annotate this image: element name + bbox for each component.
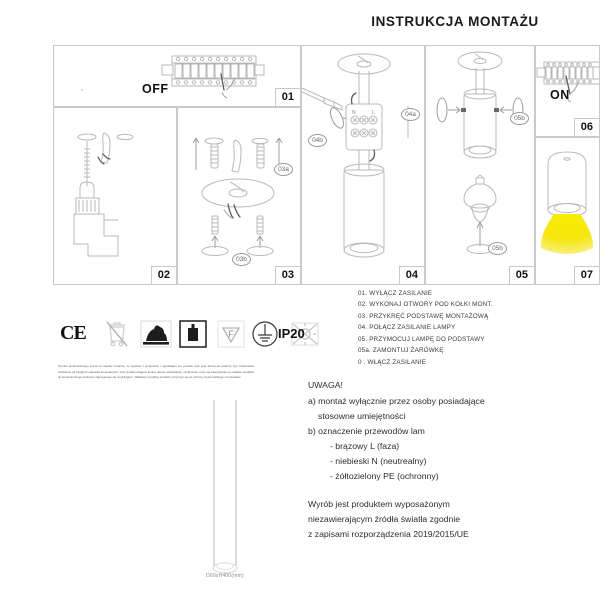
ce-mark-icon: CE xyxy=(60,322,86,344)
weee-disposal-text: Symbol przekreślonego kosza na odpady oznacza, że zgodnie z przepisami i regulacjami ten produkt oraz jego akcesoria powinny być użytkowane oddzielnie od zwykłych odpadów komunalnych. Gdy produkt osiągnie koniec okresu eksploatacji, użytkownik może się zdecydować na oddanie produktu do kompetentnego podmiotu zajmującego się recyklingiem. Właściwy recykling produktu przyczyni się do ochrony życia ludzkiego i środowiska. xyxy=(58,364,254,380)
step-item-06: 0 . WŁĄCZ ZASILANIE xyxy=(358,358,427,366)
panel-number-05: 05 xyxy=(509,266,534,284)
drill-drawing xyxy=(54,108,176,284)
attach-lamp-bulb-drawing xyxy=(426,46,534,284)
svg-text:L: L xyxy=(372,110,375,116)
wire-brown: - brązowy L (faza) xyxy=(330,440,400,451)
wire-yellow-green: - żółtozielony PE (ochronny) xyxy=(330,470,439,481)
wire-blue: - niebieski N (neutrealny) xyxy=(330,455,427,466)
protective-earth-icon xyxy=(250,319,280,349)
product-note-line-1: Wyrób jest produktem wyposażonym xyxy=(308,499,450,509)
certification-icon-strip xyxy=(60,316,300,356)
panel-04 xyxy=(301,45,425,285)
panel-01 xyxy=(53,45,301,107)
square-in-square-icon xyxy=(178,319,208,349)
warning-heading: UWAGA! xyxy=(308,380,343,390)
pendant-lamp-outline xyxy=(150,400,300,590)
panel-number-02: 02 xyxy=(151,266,176,284)
product-note-line-3: z zapisami rozporządzenia 2019/2015/UE xyxy=(308,528,469,539)
warning-line-b: b) oznaczenie przewodów lam xyxy=(308,425,425,436)
warning-line-a: a) montaż wyłącznie przez osoby posiadające xyxy=(308,395,485,406)
callout-04a: 04a xyxy=(401,108,420,121)
panel-02 xyxy=(53,107,177,285)
crossed-out-wheelie-bin-icon xyxy=(102,319,132,349)
breaker-panel-off-drawing xyxy=(54,46,300,106)
panel-06 xyxy=(535,45,600,137)
step-item-02: 02. WYKONAJ OTWORY POD KOŁKI MONT. xyxy=(358,301,493,309)
warning-block xyxy=(308,378,598,484)
step-item-01: 01. WYŁĄCZ ZASILANIE xyxy=(358,290,433,297)
panel-number-03: 03 xyxy=(275,266,300,284)
step-item-03: 03. PRZYKRĘĆ PODSTAWĘ MONTAŻOWĄ xyxy=(358,312,489,320)
step-item-04: 04. POŁĄCZ ZASILANIE LAMPY xyxy=(358,324,456,332)
callout-05b-bottom: 05b xyxy=(488,242,507,255)
lamp-lit-drawing xyxy=(536,138,599,284)
panel-number-06: 06 xyxy=(574,118,599,136)
panel-number-01: 01 xyxy=(275,88,300,106)
product-dimension-drawing xyxy=(150,400,300,590)
ip-rating-label: IP20 xyxy=(278,326,305,341)
warning-line-a-cont: stosowne umiejętności xyxy=(318,410,406,421)
step-item-05: 05. PRZYMOCUJ LAMPĘ DO PODSTAWY xyxy=(358,335,485,343)
panel-05 xyxy=(425,45,535,285)
product-note-line-2: niezawierającym źródła światła zgodnie xyxy=(308,513,461,524)
product-note-block xyxy=(308,497,598,542)
breaker-on-label: ON xyxy=(550,88,570,102)
panel-number-07: 07 xyxy=(574,266,599,284)
product-dimension-label: D60xH400(mm) xyxy=(206,573,244,579)
terminal-wiring-drawing xyxy=(302,46,424,284)
callout-04b: 04b xyxy=(308,134,327,147)
panel-03 xyxy=(177,107,301,285)
f-triangle-icon xyxy=(216,319,246,349)
callout-03a: 03a xyxy=(274,163,293,176)
instruction-steps-list xyxy=(358,288,596,368)
mounting-surface-icon xyxy=(140,319,170,349)
svg-text:F: F xyxy=(228,329,234,339)
panel-07 xyxy=(535,137,600,285)
callout-03b: 03b xyxy=(232,253,251,266)
panel-number-04: 04 xyxy=(399,266,424,284)
illustration-grid xyxy=(53,45,593,285)
callout-05b-top: 05b xyxy=(510,112,529,125)
svg-text:N: N xyxy=(352,110,356,116)
step-item-05a: 05a. ZAMONTUJ ŻARÓWKĘ xyxy=(358,347,444,355)
breaker-off-label: OFF xyxy=(142,82,169,96)
page-title: INSTRUKCJA MONTAŻU xyxy=(371,14,539,29)
